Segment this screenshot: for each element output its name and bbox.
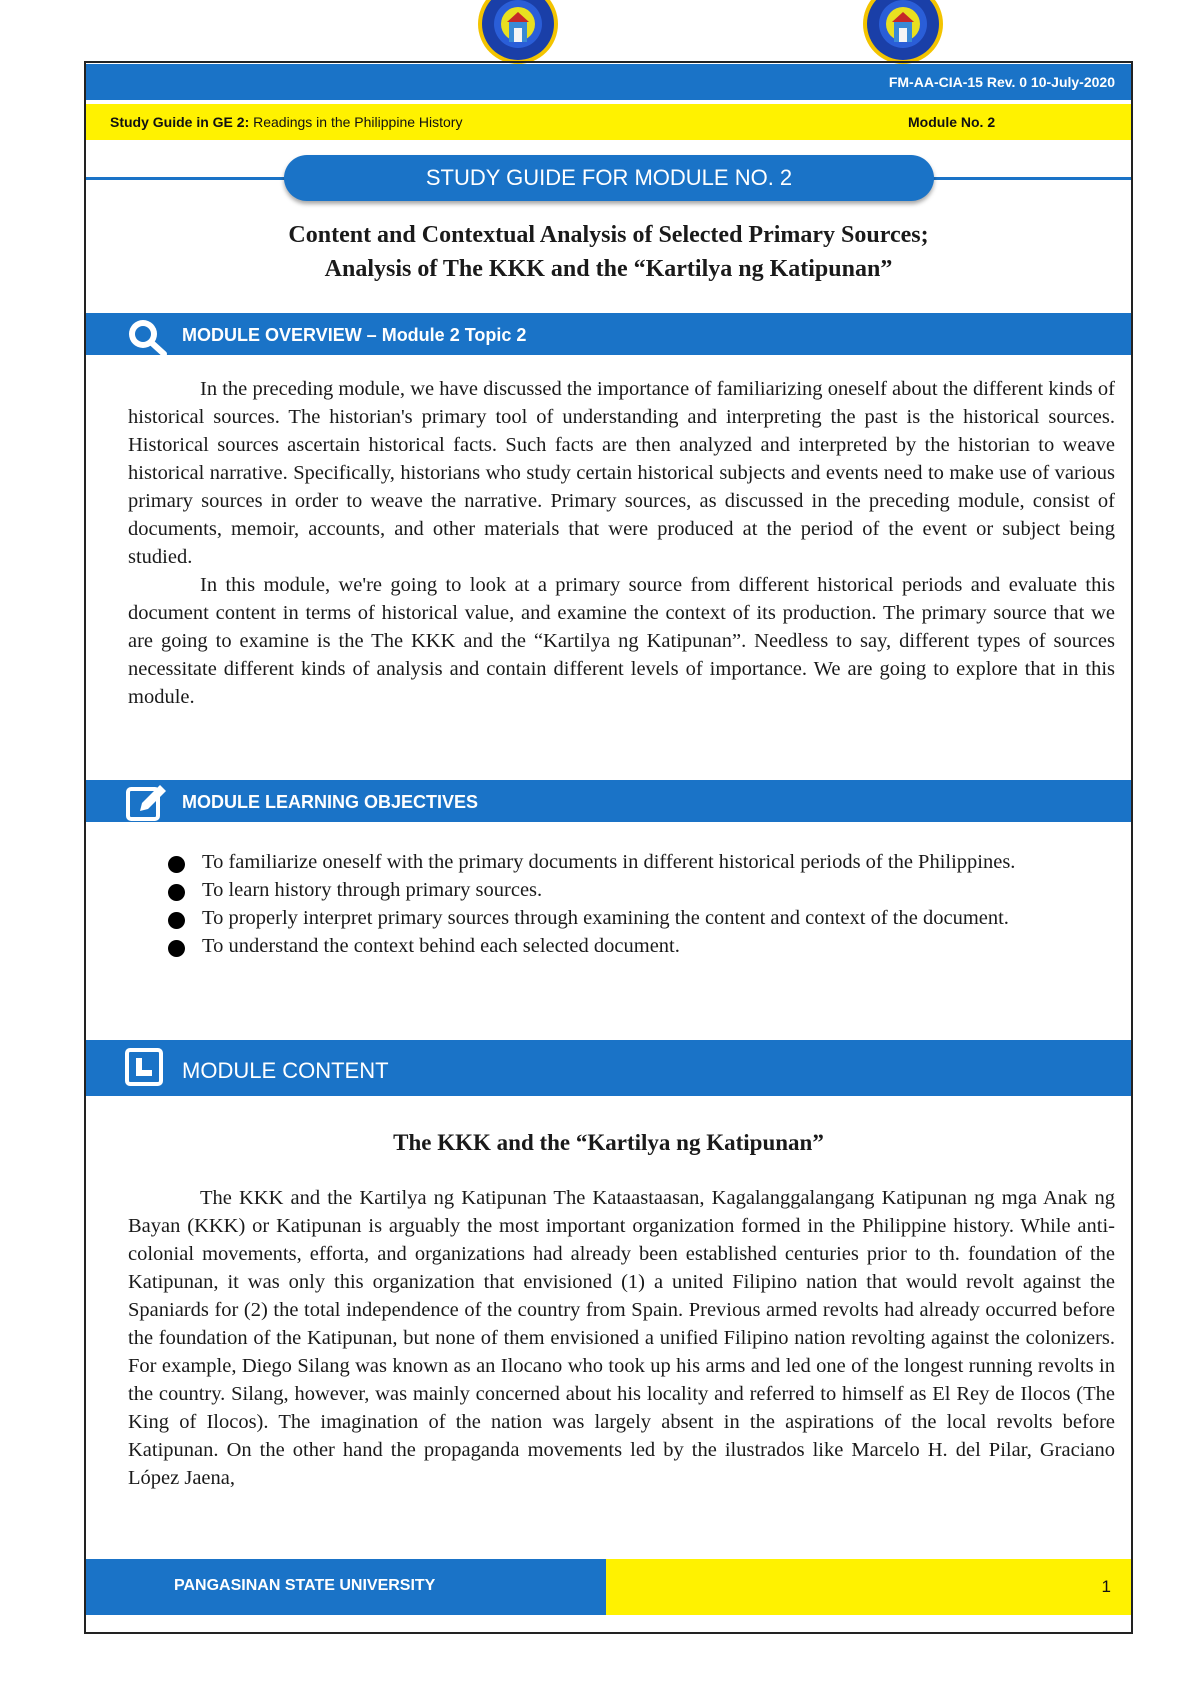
- content-heading: MODULE CONTENT: [182, 1058, 389, 1083]
- banner-line-left: [86, 177, 286, 180]
- form-code: FM-AA-CIA-15 Rev. 0 10-July-2020: [888, 74, 1115, 90]
- course-title: Readings in the Philippine History: [253, 114, 463, 130]
- overview-body: [128, 375, 1115, 711]
- banner-title: STUDY GUIDE FOR MODULE NO. 2: [284, 155, 934, 201]
- overview-section-bar: [86, 313, 1131, 355]
- header-yellow-bar: [86, 104, 1131, 140]
- university-seal-logo-right: [851, 0, 955, 64]
- bullet-icon: [168, 856, 185, 873]
- page-title: [86, 218, 1131, 286]
- list-item: To familiarize oneself with the primary documents in different historical periods of the Philippines.: [164, 848, 1116, 876]
- page-title-line-1: Content and Contextual Analysis of Selected Primary Sources;: [288, 222, 929, 248]
- module-number: Module No. 2: [908, 114, 996, 130]
- content-subtitle: The KKK and the “Kartilya ng Katipunan”: [393, 1130, 824, 1155]
- banner-line-right: [932, 177, 1131, 180]
- university-seal-logo-left: [466, 0, 570, 64]
- bullet-icon: [168, 884, 185, 901]
- content-body: [128, 1184, 1115, 1492]
- header-blue-bar: [86, 64, 1131, 100]
- objectives-list: [164, 848, 1116, 960]
- page-number: 1: [1101, 1577, 1111, 1596]
- objectives-section-bar: [86, 780, 1131, 822]
- university-name: PANGASINAN STATE UNIVERSITY: [174, 1577, 436, 1594]
- content-section-bar: [86, 1040, 1131, 1096]
- list-item: To properly interpret primary sources through examining the content and context of the document.: [164, 904, 1116, 932]
- list-item: To understand the context behind each selected document.: [164, 932, 1116, 960]
- overview-paragraph-2: In this module, we're going to look at a primary source from different historical periods and evaluate this document content in terms of historical value, and examine the context of its production. The primary source that we are going to examine is the The KKK and the “Kartilya ng Katipunan”. Needless to say, different types of sources necessitate different kinds of analysis and contain different levels of importance. We are going to explore that in this module.: [128, 574, 1115, 708]
- page-title-line-2: Analysis of The KKK and the “Kartilya ng Katipunan”: [324, 256, 893, 282]
- objectives-heading: MODULE LEARNING OBJECTIVES: [182, 792, 479, 812]
- bullet-icon: [168, 940, 185, 957]
- content-paragraph: The KKK and the Kartilya ng Katipunan The Kataastaasan, Kagalanggalangang Katipunan ng mga Anak ng Bayan (KKK) or Katipunan is arguably the most important organization formed in the Philippine history. While anti-colonial movements, efforta, and organizations had already been established centuries prior to th. foundation of the Katipunan, it was only this organization that envisioned (1) a united Filipino nation that would revolt against the Spaniards for (2) the total independence of the country from Spain. Previous armed revolts had already occurred before the foundation of the Katipunan, but none of them envisioned a unified Filipino nation revolting against the colonizers. For example, Diego Silang was known as an Ilocano who took up his arms and led one of the longest running revolts in the country. Silang, however, was mainly concerned about his locality and referred to himself as El Rey de Ilocos (The King of Ilocos). The imagination of the nation was largely absent in the aspirations of the local revolts before Katipunan. On the other hand the propaganda movements led by the ilustrados like Marcelo H. del Pilar, Graciano López Jaena,: [128, 1187, 1115, 1489]
- footer-yellow-bar: [606, 1559, 1131, 1615]
- study-guide-course: [110, 114, 462, 130]
- magnifier-icon: [124, 316, 176, 361]
- list-item: To learn history through primary sources.: [164, 876, 1116, 904]
- bullet-icon: [168, 912, 185, 929]
- overview-heading: MODULE OVERVIEW – Module 2 Topic 2: [182, 325, 527, 345]
- edit-icon: [124, 783, 176, 828]
- document-icon: [124, 1048, 176, 1093]
- overview-paragraph-1: In the preceding module, we have discussed the importance of familiarizing oneself about the different kinds of historical sources. The historian's primary tool of understanding and interpreting the past is the historical sources. Historical sources ascertain historical facts. Such facts are then analyzed and interpreted by the historian to weave historical narrative. Specifically, historians who study certain historical subjects and events need to make use of various primary sources in order to weave the narrative. Primary sources, as discussed in the preceding module, consist of documents, memoir, accounts, and other materials that were produced at the period of the event or subject being studied.: [128, 378, 1115, 568]
- footer-blue-bar: [86, 1559, 606, 1615]
- study-guide-prefix: Study Guide in GE 2:: [110, 114, 250, 130]
